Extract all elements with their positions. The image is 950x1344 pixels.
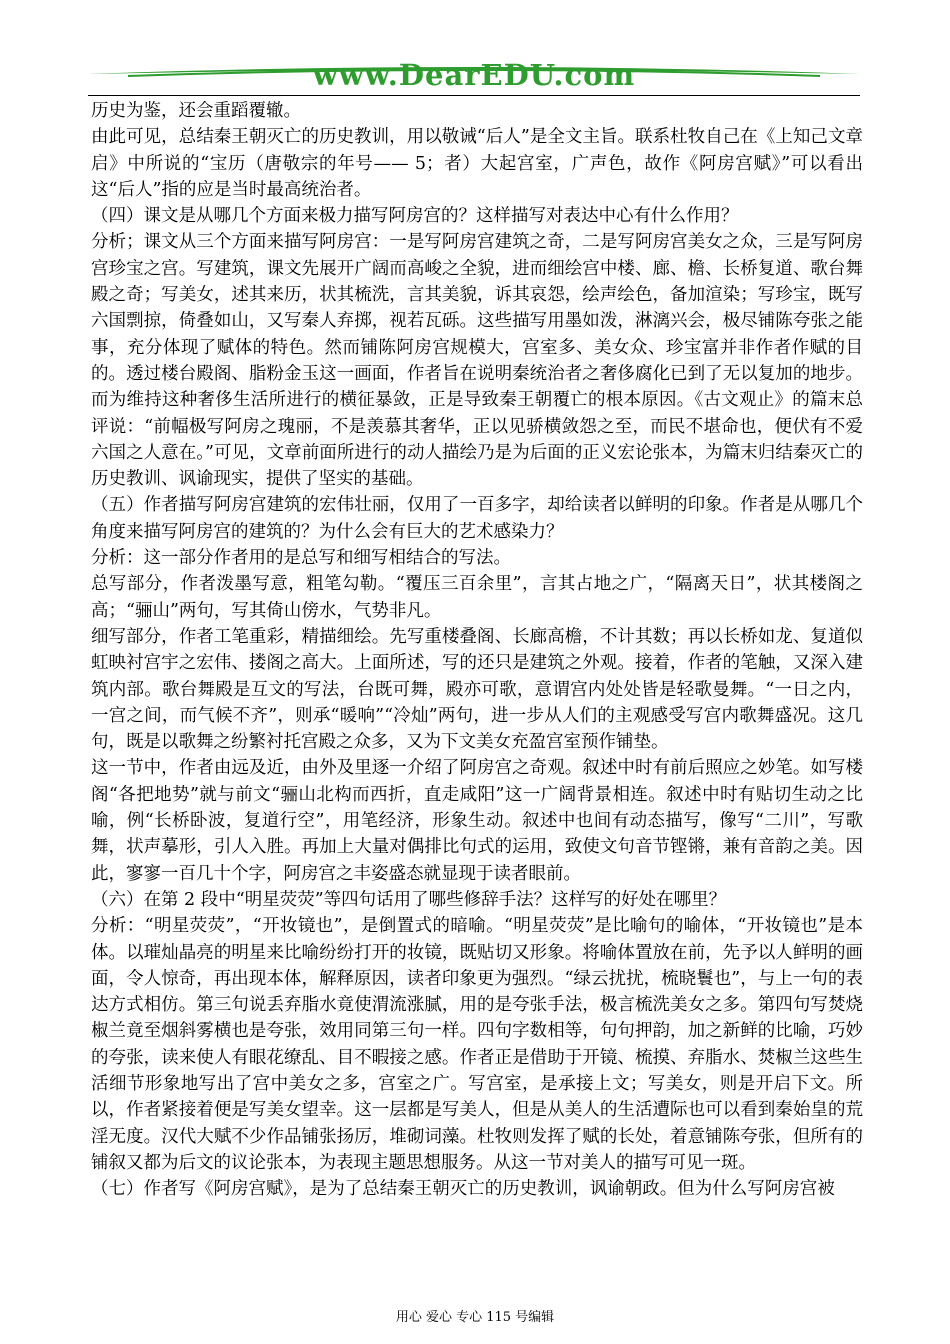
question-heading: （四）课文是从哪几个方面来极力描写阿房宫的？这样描写对表达中心有什么作用？ <box>91 206 739 227</box>
paragraph: 分析：“明星荧荧”，“开妆镜也”，是倒置式的暗喻。“明星荧荧”是比喻句的喻体，“开妆镜也”是本体。以璀灿晶亮的明星来比喻纷纷打开的妆镜，既贴切又形象。将喻体置放在前，先予以人鲜明的画面，令人惊奇，再出现本体，解释原因，读者印象更为强烈。“绿云扰扰，梳晓鬟也”，与上一句的表达方式相仿。第三句说丢弃脂水竟使渭流涨腻，用的是夸张手法，极言梳洗美女之多。第四句写焚烧椒兰竟至烟斜雾横也是夸张，效用同第三句一样。四句字数相等，句句押韵，加之新鲜的比喻，巧妙的夸张，读来使人有眼花缭乱、目不暇接之感。作者正是借助于开镜、梳摸、弃脂水、焚椒兰这些生活细节形象地写出了宫中美女之多，宫室之广。写宫室，是承接上文；写美女，则是开启下文。所以，作者紧接着便是写美女望幸。这一层都是写美人，但是从美人的生活遭际也可以看到秦始皇的荒淫无度。汉代大赋不少作品铺张扬厉，堆砌词藻。杜牧则发挥了赋的长处，着意铺陈夸张，但所有的铺叙又都为后文的议论张本，为表现主题思想服务。从这一节对美人的描写可见一斑。 <box>91 916 863 1173</box>
paragraph: 分析；课文从三个方面来描写阿房宫：一是写阿房宫建筑之奇，二是写阿房宫美女之众，三是写阿房宫珍宝之宫。写建筑，课文先展开广阔而高峻之全貌，进而细绘宫中楼、廊、檐、长桥复道、歌台舞殿之奇；写美女，述其来历，状其梳洗，言其美貌，诉其哀怨，绘声绘色，备加渲染；写珍宝，既写六国剽掠，倚叠如山，又写秦人弃掷，视若瓦砾。这些描写用墨如泼，淋漓兴会，极尽铺陈夸张之能事，充分体现了赋体的特色。然而铺陈阿房宫规模大，宫室多、美女众、珍宝富并非作者作赋的目的。透过楼台殿阁、脂粉金玉这一画面，作者旨在说明秦统治者之奢侈腐化已到了无以复加的地步。而为维持这种奢侈生活所进行的横征暴敛，正是导致秦王朝覆亡的根本原因。《古文观止》的篇末总评说：“前幅极写阿房之瑰丽，不是羡慕其奢华，正以见骄横敛怨之至，而民不堪命也，便伏有不爱六国之人意在。”可见，文章前面所进行的动人描绘乃是为后面的正义宏论张本，为篇末归结秦灭亡的历史教训、讽谕现实，提供了坚实的基础。 <box>91 232 863 490</box>
paragraph: 这一节中，作者由远及近，由外及里逐一介绍了阿房宫之奇观。叙述中时有前后照应之妙笔。如写楼阁“各把地势”就与前文“骊山北构而西折，直走咸阳”这一广阔背景相连。叙述中时有贴切生动之比喻，例“长桥卧波，复道行空”，用笔经济，形象生动。叙述中也间有动态描写，像写“二川”，写歌舞，状声摹形，引人入胜。再加上大量对偶排比句式的运用，致使文句音节铿锵，兼有音韵之美。因此，寥寥一百几十个字，阿房宫之丰姿盛态就显现于读者眼前。 <box>91 758 863 884</box>
site-logo-text: www.DearEDU.com <box>312 58 636 92</box>
header-divider <box>88 95 860 96</box>
paragraph: 由此可见，总结秦王朝灭亡的历史教训，用以敬诫“后人”是全文主旨。联系杜牧自己在《上知己文章启》中所说的“宝历（唐敬宗的年号—— 5；者）大起宫室，广声色，故作《阿房宫赋》”可以看出这“后人”指的应是当时最高统治者。 <box>91 127 863 200</box>
question-heading: （五）作者描写阿房宫建筑的宏伟壮丽，仅用了一百多字，却给读者以鲜明的印象。作者是从哪几个角度来描写阿房宫的建筑的？为什么会有巨大的艺术感染力？ <box>91 495 863 542</box>
question-heading: （六）在第 2 段中“明星荧荧”等四句话用了哪些修辞手法？这样写的好处在哪里？ <box>91 889 727 910</box>
page-header <box>88 52 860 100</box>
paragraph: 分析：这一部分作者用的是总写和细写相结合的写法。 <box>91 548 511 569</box>
paragraph: 细写部分，作者工笔重彩，精描细绘。先写重楼叠阁、长廊高檐，不计其数；再以长桥如龙、复道似虹映衬宫宇之宏伟、搂阁之高大。上面所述，写的还只是建筑之外观。接着，作者的笔触，又深入建筑内部。歌台舞殿是互文的写法，台既可舞，殿亦可歌，意谓宫内处处皆是轻歌曼舞。“一日之内，一宫之间，而气候不齐”，则承“暖响”“冷灿”两句，进一步从人们的主观感受写宫内歌舞盛况。这几句，既是以歌舞之纷繁衬托宫殿之众多，又为下文美女充盈宫室预作铺垫。 <box>91 626 863 753</box>
paragraph: 总写部分，作者泼墨写意，粗笔勾勒。“覆压三百余里”，言其占地之广，“隔离天日”，状其楼阁之高；“骊山”两句，写其倚山傍水，气势非凡。 <box>91 574 863 621</box>
paragraph: 历史为鉴，还会重蹈覆辙。 <box>91 101 301 121</box>
page-footer: 用心 爱心 专心 115 号编辑 <box>395 1310 555 1325</box>
document-body <box>91 98 863 1202</box>
question-heading: （七）作者写《阿房宫赋》，是为了总结秦王朝灭亡的历史教训，讽谕朝政。但为什么写阿房宫被 <box>91 1179 835 1200</box>
